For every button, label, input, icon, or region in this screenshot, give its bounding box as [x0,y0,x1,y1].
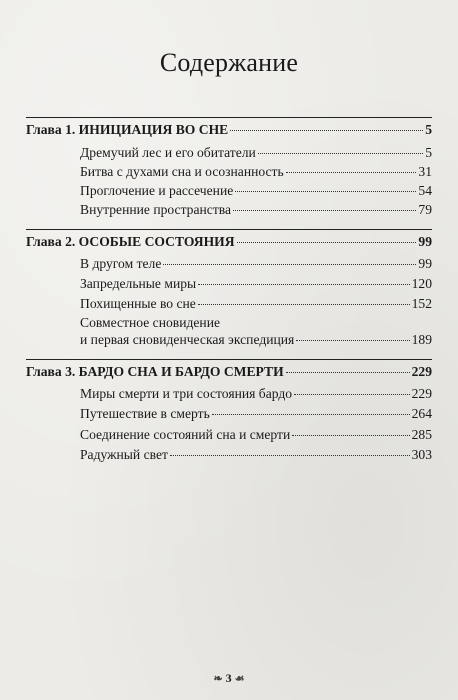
toc-item-title: Миры смерти и три состояния бардо [80,386,293,401]
toc-item-title-line1: Совместное сновидение [80,315,220,330]
toc-item-title: Проглочение и рассечение [80,183,234,198]
dot-leader [292,435,409,436]
toc-item [80,427,432,443]
toc-item-title: Путешествие в смерть [80,406,210,421]
dot-leader [258,153,423,154]
dot-leader [230,130,423,131]
dot-leader [286,172,417,173]
dot-leader [163,264,416,265]
dot-leader [235,191,416,192]
toc-item [80,183,432,199]
dot-leader [237,242,417,243]
page-number: 3 [225,671,232,685]
dot-leader [294,394,410,395]
chapter-3-title: Глава 3. БАРДО СНА И БАРДО СМЕРТИ [26,364,284,379]
toc-item [80,447,432,463]
dot-leader [198,284,409,285]
chapter-1-page: 5 [425,122,432,137]
toc-item [80,386,432,402]
toc-item [80,164,432,180]
toc-item-title: Радужный свет [80,447,168,462]
chapter-3-entry [26,364,432,380]
toc-item-page: 5 [425,145,432,160]
toc-item-page: 120 [411,276,432,291]
toc-item-page: 99 [418,256,432,271]
toc-item-title: Соединение состояний сна и смерти [80,427,291,442]
toc-item-page: 54 [418,183,432,198]
dot-leader [296,340,409,341]
chapter-1-title: Глава 1. ИНИЦИАЦИЯ ВО СНЕ [26,122,229,137]
toc-item-title: Битва с духами сна и осознанность [80,164,284,179]
toc-item-page: 264 [411,406,432,421]
chapter-2-title: Глава 2. ОСОБЫЕ СОСТОЯНИЯ [26,234,235,249]
chapter-2-entry [26,234,432,250]
toc-item [80,202,432,218]
toc-item-page: 303 [411,447,432,462]
toc-item-title: Похищенные во сне [80,296,196,311]
chapter-divider [26,229,432,230]
toc-item-page: 79 [418,202,432,217]
chapter-divider [26,117,432,118]
toc-item [80,145,432,161]
page-number-footer [0,671,458,686]
ornament-right-icon: ☙ [234,673,245,685]
toc-item-title: Запредельные миры [80,276,197,291]
toc-item-page: 152 [411,296,432,311]
dot-leader [286,372,410,373]
toc-item-page: 31 [418,164,432,179]
dot-leader [170,455,410,456]
toc-item [80,332,432,348]
ornament-left-icon: ❧ [213,673,223,685]
toc-item-title: и первая сновиденческая экспедиция [80,332,295,347]
toc-item [80,276,432,292]
dot-leader [198,304,410,305]
dot-leader [233,210,416,211]
toc-item-title: В другом теле [80,256,162,271]
toc-item-page: 189 [411,332,432,347]
toc-item [80,256,432,272]
toc-item [80,406,432,422]
chapter-divider [26,359,432,360]
toc-item-title: Дремучий лес и его обитатели [80,145,256,160]
page-title: Содержание [159,48,299,77]
toc-item-page: 285 [411,427,432,442]
chapter-1-entry [26,122,432,138]
toc-item-title: Внутренние пространства [80,202,232,217]
toc-item-page: 229 [411,386,432,401]
chapter-2-page: 99 [418,234,432,249]
dot-leader [212,414,410,415]
toc-item [80,296,432,312]
chapter-3-page: 229 [411,364,432,379]
